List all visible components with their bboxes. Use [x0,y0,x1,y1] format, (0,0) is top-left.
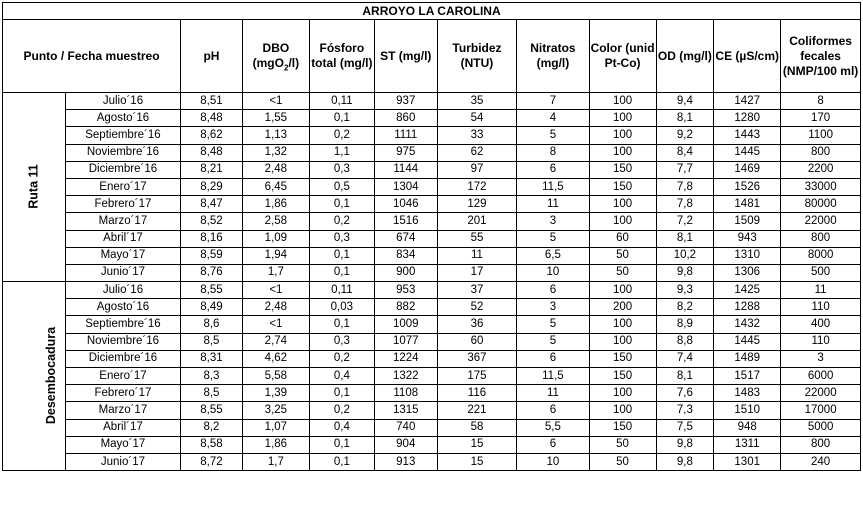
cell-od: 7,6 [656,385,714,402]
cell-coliformes: 110 [781,333,861,350]
cell-fosforo: 1,1 [309,144,374,161]
cell-nitratos: 11 [517,385,589,402]
cell-ce: 1432 [714,316,781,333]
cell-st: 1144 [374,161,437,178]
cell-ce: 1517 [714,368,781,385]
header-turbidez: Turbidez (NTU) [437,20,517,93]
cell-turbidez: 37 [437,282,517,299]
cell-od: 7,5 [656,419,714,436]
cell-nitratos: 5 [517,333,589,350]
table-row [3,453,861,470]
cell-fecha: Agosto´16 [65,110,180,127]
cell-fosforo: 0,11 [309,93,374,110]
header-ce: CE (µS/cm) [714,20,781,93]
cell-ph: 8,52 [181,213,243,230]
cell-nitratos: 4 [517,110,589,127]
cell-od: 7,8 [656,178,714,195]
table-row [3,144,861,161]
cell-od: 7,3 [656,402,714,419]
cell-fosforo: 0,1 [309,196,374,213]
cell-nitratos: 6,5 [517,247,589,264]
cell-ce: 1427 [714,93,781,110]
cell-ph: 8,58 [181,436,243,453]
cell-coliformes: 2200 [781,161,861,178]
cell-dbo: 1,07 [242,419,309,436]
cell-nitratos: 3 [517,213,589,230]
cell-st: 674 [374,230,437,247]
cell-nitratos: 6 [517,436,589,453]
cell-ph: 8,21 [181,161,243,178]
cell-st: 937 [374,93,437,110]
header-color: Color (unid Pt-Co) [589,20,656,93]
table-row [3,282,861,299]
cell-ce: 948 [714,419,781,436]
cell-nitratos: 5 [517,127,589,144]
cell-color: 60 [589,230,656,247]
cell-coliformes: 8 [781,93,861,110]
cell-nitratos: 7 [517,93,589,110]
cell-fecha: Septiembre´16 [65,316,180,333]
cell-st: 913 [374,453,437,470]
cell-ph: 8,29 [181,178,243,195]
cell-color: 50 [589,247,656,264]
cell-od: 7,2 [656,213,714,230]
cell-st: 1304 [374,178,437,195]
cell-dbo: 2,48 [242,161,309,178]
group-label: Ruta 11 [26,164,41,209]
cell-st: 1077 [374,333,437,350]
header-st: ST (mg/l) [374,20,437,93]
cell-st: 1516 [374,213,437,230]
cell-st: 1224 [374,350,437,367]
cell-fosforo: 0,11 [309,282,374,299]
cell-ph: 8,2 [181,419,243,436]
cell-fecha: Marzo´17 [65,213,180,230]
cell-coliformes: 22000 [781,213,861,230]
header-od: OD (mg/l) [656,20,714,93]
cell-dbo: 2,74 [242,333,309,350]
group-label-cell [3,93,66,282]
cell-ce: 1443 [714,127,781,144]
header-nitratos: Nitratos (mg/l) [517,20,589,93]
cell-nitratos: 6 [517,350,589,367]
cell-ph: 8,76 [181,264,243,281]
cell-fecha: Julio´16 [65,93,180,110]
cell-dbo: 1,39 [242,385,309,402]
cell-turbidez: 15 [437,453,517,470]
cell-fecha: Junio´17 [65,264,180,281]
cell-coliformes: 3 [781,350,861,367]
cell-fecha: Abril´17 [65,230,180,247]
cell-fosforo: 0,1 [309,264,374,281]
cell-coliformes: 110 [781,299,861,316]
cell-fosforo: 0,3 [309,161,374,178]
cell-coliformes: 80000 [781,196,861,213]
cell-st: 882 [374,299,437,316]
cell-ph: 8,16 [181,230,243,247]
cell-ce: 1310 [714,247,781,264]
cell-turbidez: 36 [437,316,517,333]
cell-od: 8,4 [656,144,714,161]
cell-fecha: Mayo´17 [65,436,180,453]
cell-od: 8,8 [656,333,714,350]
cell-ph: 8,59 [181,247,243,264]
cell-ph: 8,3 [181,368,243,385]
table-row [3,385,861,402]
cell-st: 1046 [374,196,437,213]
cell-od: 9,4 [656,93,714,110]
cell-dbo: 5,58 [242,368,309,385]
cell-ce: 1483 [714,385,781,402]
table-row [3,247,861,264]
cell-nitratos: 11,5 [517,178,589,195]
cell-ph: 8,5 [181,385,243,402]
cell-fecha: Agosto´16 [65,299,180,316]
title-row [3,3,861,20]
cell-color: 100 [589,213,656,230]
table-row [3,419,861,436]
cell-coliformes: 800 [781,144,861,161]
cell-st: 860 [374,110,437,127]
cell-dbo: 1,32 [242,144,309,161]
cell-fosforo: 0,1 [309,436,374,453]
cell-color: 150 [589,419,656,436]
cell-turbidez: 175 [437,368,517,385]
cell-st: 900 [374,264,437,281]
cell-fecha: Enero´17 [65,368,180,385]
cell-od: 10,2 [656,247,714,264]
table-row [3,196,861,213]
cell-st: 1009 [374,316,437,333]
cell-nitratos: 3 [517,299,589,316]
table-row [3,436,861,453]
cell-dbo: 2,48 [242,299,309,316]
cell-coliformes: 22000 [781,385,861,402]
cell-ce: 1445 [714,144,781,161]
cell-coliformes: 17000 [781,402,861,419]
cell-od: 9,3 [656,282,714,299]
cell-turbidez: 116 [437,385,517,402]
cell-turbidez: 55 [437,230,517,247]
cell-coliformes: 8000 [781,247,861,264]
cell-turbidez: 60 [437,333,517,350]
cell-st: 1315 [374,402,437,419]
cell-turbidez: 367 [437,350,517,367]
cell-ce: 1280 [714,110,781,127]
cell-ph: 8,48 [181,144,243,161]
cell-dbo: 1,86 [242,196,309,213]
table-row [3,316,861,333]
cell-turbidez: 172 [437,178,517,195]
cell-fosforo: 0,2 [309,350,374,367]
cell-st: 740 [374,419,437,436]
cell-ce: 1306 [714,264,781,281]
cell-ce: 1489 [714,350,781,367]
table-title: ARROYO LA CAROLINA [3,3,861,20]
cell-color: 100 [589,144,656,161]
cell-fosforo: 0,4 [309,368,374,385]
cell-nitratos: 10 [517,264,589,281]
cell-fosforo: 0,2 [309,213,374,230]
cell-fosforo: 0,1 [309,453,374,470]
cell-turbidez: 129 [437,196,517,213]
cell-turbidez: 11 [437,247,517,264]
cell-st: 1108 [374,385,437,402]
cell-od: 8,1 [656,110,714,127]
cell-coliformes: 400 [781,316,861,333]
cell-st: 1111 [374,127,437,144]
cell-fosforo: 0,5 [309,178,374,195]
cell-nitratos: 5 [517,230,589,247]
cell-fecha: Marzo´17 [65,402,180,419]
cell-od: 8,9 [656,316,714,333]
cell-nitratos: 6 [517,282,589,299]
cell-fecha: Diciembre´16 [65,161,180,178]
cell-coliformes: 240 [781,453,861,470]
cell-ce: 943 [714,230,781,247]
cell-fecha: Abril´17 [65,419,180,436]
cell-nitratos: 10 [517,453,589,470]
cell-dbo: <1 [242,93,309,110]
header-dbo-text: DBO (mgO [252,41,290,70]
cell-fecha: Septiembre´16 [65,127,180,144]
cell-od: 9,8 [656,453,714,470]
group-label: Desembocadura [44,326,59,425]
cell-fosforo: 0,2 [309,402,374,419]
cell-st: 904 [374,436,437,453]
table-row [3,402,861,419]
cell-turbidez: 17 [437,264,517,281]
table-row [3,178,861,195]
cell-ce: 1526 [714,178,781,195]
cell-od: 7,4 [656,350,714,367]
cell-turbidez: 201 [437,213,517,230]
cell-ce: 1509 [714,213,781,230]
cell-fecha: Febrero´17 [65,385,180,402]
cell-dbo: 6,45 [242,178,309,195]
cell-color: 200 [589,299,656,316]
cell-color: 50 [589,453,656,470]
cell-color: 100 [589,385,656,402]
cell-nitratos: 5,5 [517,419,589,436]
cell-dbo: 3,25 [242,402,309,419]
cell-color: 100 [589,316,656,333]
cell-color: 150 [589,178,656,195]
cell-ph: 8,6 [181,316,243,333]
cell-turbidez: 221 [437,402,517,419]
cell-nitratos: 6 [517,161,589,178]
cell-ce: 1288 [714,299,781,316]
header-dbo [242,20,309,93]
cell-fecha: Junio´17 [65,453,180,470]
cell-color: 100 [589,110,656,127]
cell-od: 8,1 [656,230,714,247]
cell-dbo: 4,62 [242,350,309,367]
table-row [3,161,861,178]
cell-dbo: 1,86 [242,436,309,453]
cell-dbo: 1,94 [242,247,309,264]
table-row [3,93,861,110]
cell-ph: 8,72 [181,453,243,470]
cell-fosforo: 0,4 [309,419,374,436]
cell-turbidez: 35 [437,93,517,110]
table-row [3,213,861,230]
header-row [3,20,861,93]
cell-od: 8,1 [656,368,714,385]
cell-coliformes: 1100 [781,127,861,144]
cell-ce: 1301 [714,453,781,470]
cell-coliformes: 6000 [781,368,861,385]
cell-ce: 1445 [714,333,781,350]
header-punto-fecha: Punto / Fecha muestreo [3,20,181,93]
table-row [3,333,861,350]
cell-nitratos: 5 [517,316,589,333]
cell-ph: 8,49 [181,299,243,316]
cell-ph: 8,47 [181,196,243,213]
cell-fecha: Noviembre´16 [65,144,180,161]
cell-nitratos: 11,5 [517,368,589,385]
cell-dbo: 1,7 [242,453,309,470]
cell-color: 100 [589,333,656,350]
cell-ce: 1510 [714,402,781,419]
cell-nitratos: 8 [517,144,589,161]
cell-dbo: 2,58 [242,213,309,230]
cell-fecha: Julio´16 [65,282,180,299]
cell-od: 9,8 [656,436,714,453]
table-row [3,299,861,316]
table-row [3,264,861,281]
cell-fosforo: 0,1 [309,316,374,333]
cell-ph: 8,5 [181,333,243,350]
cell-st: 834 [374,247,437,264]
cell-coliformes: 500 [781,264,861,281]
cell-color: 100 [589,127,656,144]
cell-ce: 1481 [714,196,781,213]
cell-fosforo: 0,1 [309,385,374,402]
table-row [3,230,861,247]
cell-fecha: Mayo´17 [65,247,180,264]
cell-fecha: Febrero´17 [65,196,180,213]
cell-coliformes: 800 [781,230,861,247]
cell-turbidez: 33 [437,127,517,144]
header-fosforo: Fósforo total (mg/l) [309,20,374,93]
cell-turbidez: 52 [437,299,517,316]
cell-turbidez: 58 [437,419,517,436]
cell-ph: 8,55 [181,282,243,299]
cell-turbidez: 97 [437,161,517,178]
cell-st: 953 [374,282,437,299]
cell-fosforo: 0,2 [309,127,374,144]
cell-dbo: 1,13 [242,127,309,144]
cell-nitratos: 11 [517,196,589,213]
cell-color: 100 [589,93,656,110]
cell-ce: 1425 [714,282,781,299]
header-ph: pH [181,20,243,93]
cell-fosforo: 0,3 [309,230,374,247]
cell-ph: 8,48 [181,110,243,127]
table-row [3,110,861,127]
cell-ph: 8,31 [181,350,243,367]
cell-od: 7,8 [656,196,714,213]
table-row [3,350,861,367]
cell-ce: 1469 [714,161,781,178]
cell-coliformes: 170 [781,110,861,127]
cell-color: 50 [589,264,656,281]
cell-ce: 1311 [714,436,781,453]
cell-fosforo: 0,3 [309,333,374,350]
header-dbo-subscript: 2 [283,63,289,73]
cell-coliformes: 33000 [781,178,861,195]
cell-color: 100 [589,196,656,213]
cell-fosforo: 0,03 [309,299,374,316]
cell-dbo: 1,09 [242,230,309,247]
cell-dbo: <1 [242,282,309,299]
cell-dbo: <1 [242,316,309,333]
cell-od: 8,2 [656,299,714,316]
cell-fosforo: 0,1 [309,110,374,127]
cell-coliformes: 11 [781,282,861,299]
header-dbo-unit-end: /l) [288,56,300,70]
cell-od: 9,2 [656,127,714,144]
cell-ph: 8,55 [181,402,243,419]
cell-dbo: 1,55 [242,110,309,127]
water-quality-table [2,2,861,471]
cell-turbidez: 15 [437,436,517,453]
cell-fecha: Noviembre´16 [65,333,180,350]
cell-nitratos: 6 [517,402,589,419]
cell-turbidez: 62 [437,144,517,161]
cell-fosforo: 0,1 [309,247,374,264]
cell-ph: 8,62 [181,127,243,144]
cell-ph: 8,51 [181,93,243,110]
cell-coliformes: 800 [781,436,861,453]
cell-color: 100 [589,282,656,299]
group-label-cell [3,282,66,471]
cell-color: 100 [589,402,656,419]
cell-fecha: Diciembre´16 [65,350,180,367]
header-coliformes: Coliformes fecales (NMP/100 ml) [781,20,861,93]
cell-dbo: 1,7 [242,264,309,281]
cell-st: 1322 [374,368,437,385]
cell-color: 150 [589,368,656,385]
cell-color: 50 [589,436,656,453]
cell-coliformes: 5000 [781,419,861,436]
cell-fecha: Enero´17 [65,178,180,195]
table-row [3,368,861,385]
cell-st: 975 [374,144,437,161]
cell-turbidez: 54 [437,110,517,127]
cell-od: 7,7 [656,161,714,178]
table-row [3,127,861,144]
cell-color: 150 [589,350,656,367]
cell-color: 150 [589,161,656,178]
cell-od: 9,8 [656,264,714,281]
